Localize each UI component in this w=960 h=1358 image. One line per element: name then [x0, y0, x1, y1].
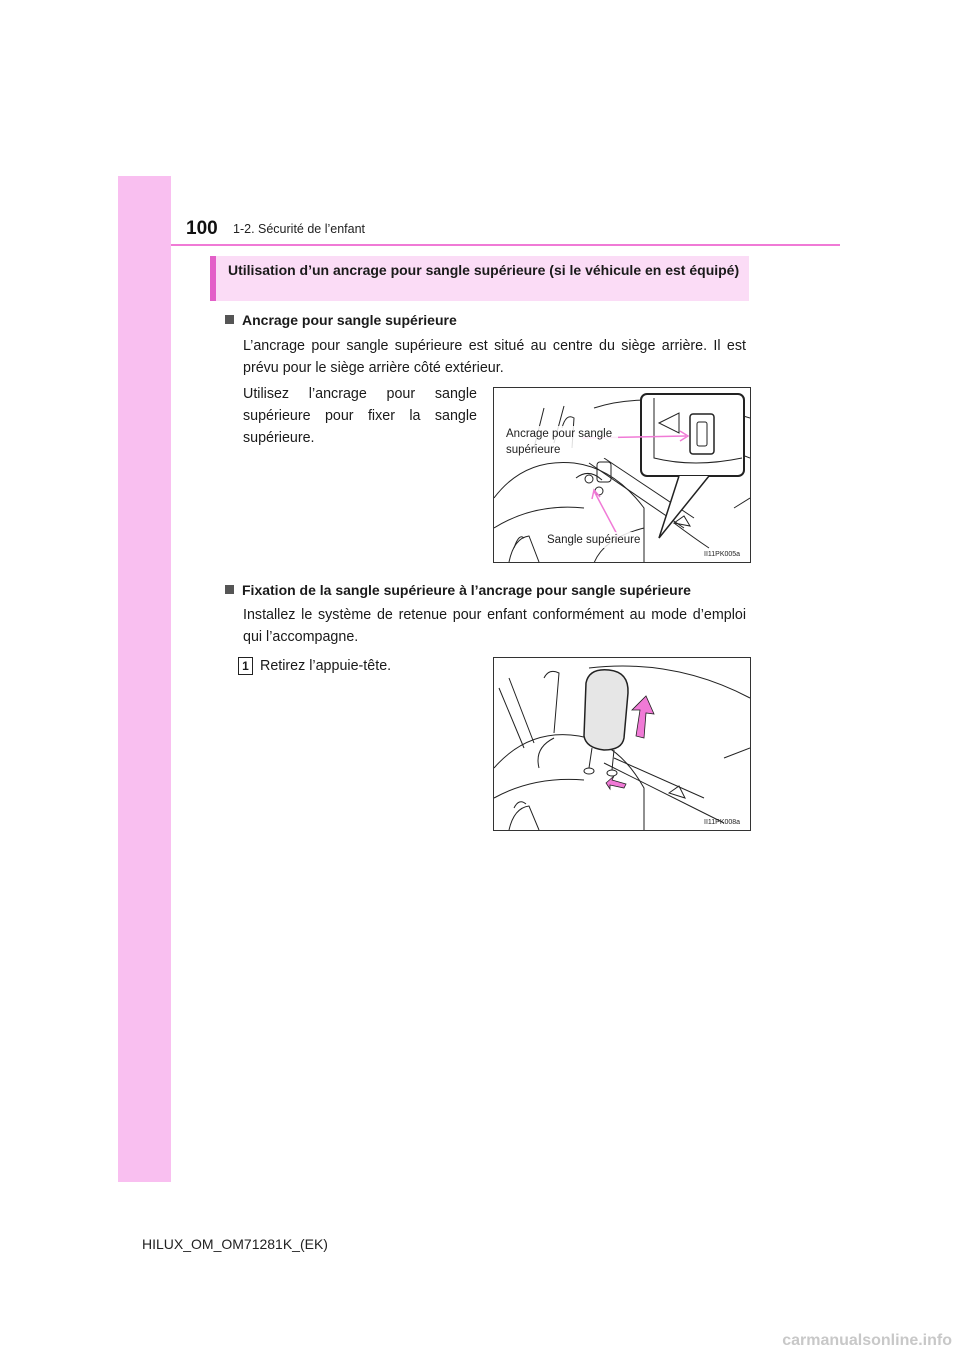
paragraph-use-anchor: Utilisez l’ancrage pour sangle supérieure pour fixer la sangle supérieure. — [243, 386, 477, 446]
footer-document-id: HILUX_OM_OM71281K_(EK) — [142, 1236, 328, 1252]
square-bullet-icon — [225, 585, 234, 594]
figure-headrest-removal — [493, 657, 751, 831]
subheading-anchor-text: Ancrage pour sangle supérieure — [242, 312, 457, 328]
section-title: Utilisation d’un ancrage pour sangle supérieure (si le véhicule en est équipé) — [228, 262, 740, 278]
headrest-removal-drawing — [494, 658, 750, 830]
label-anchor — [504, 426, 618, 458]
paragraph-anchor-location: L’ancrage pour sangle supérieure est situé au centre du siège arrière. Il est prévu pour le siège arrière côté extérieur. — [243, 338, 746, 376]
figure-code-1: II11PK005a — [704, 551, 741, 558]
subheading-anchor — [225, 312, 457, 328]
section-reference: 1-2. Sécurité de l’enfant — [233, 222, 366, 236]
label-strap: Sangle supérieure — [547, 534, 641, 546]
subheading-fixation — [225, 582, 691, 598]
paragraph-install: Installez le système de retenue pour enfant conformément au mode d’emploi qui l’accompagne. — [243, 607, 746, 645]
header-divider — [171, 244, 840, 246]
label-anchor-text: Ancrage pour sangle supérieure — [506, 428, 613, 456]
figure-anchor-illustration — [493, 387, 751, 563]
figure-code-2: II11PK008a — [704, 819, 741, 826]
page-number: 100 — [186, 218, 218, 239]
square-bullet-icon — [225, 315, 234, 324]
step-number-1: 1 — [238, 657, 253, 675]
subheading-fixation-text: Fixation de la sangle supérieure à l’ancrage pour sangle supérieure — [242, 582, 691, 598]
section-title-box — [210, 256, 749, 301]
step-1-text: Retirez l’appuie-tête. — [260, 658, 392, 674]
watermark: carmanualsonline.info — [782, 1332, 952, 1349]
side-tab-band — [118, 176, 171, 1182]
